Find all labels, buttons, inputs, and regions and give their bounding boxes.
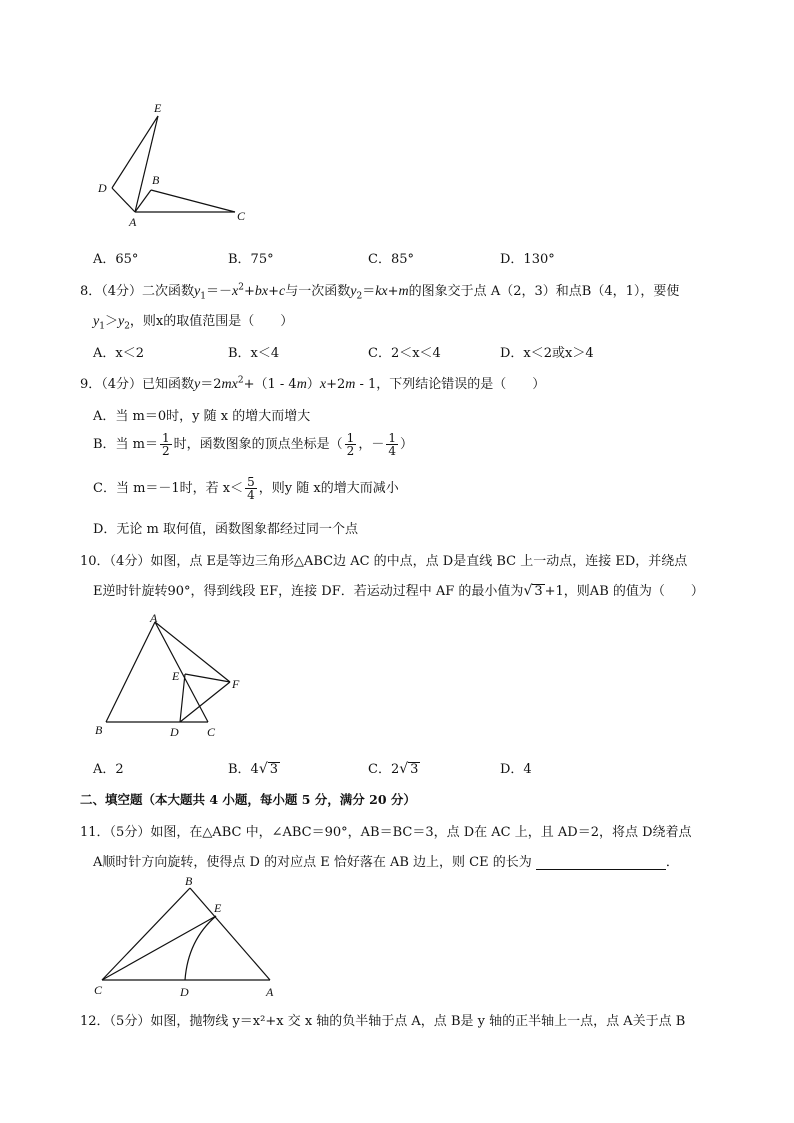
section-header-fill-in: 二、填空题（本大题共 4 小题，每小题 5 分，满分 20 分） bbox=[80, 792, 416, 807]
label-d: D bbox=[170, 725, 179, 739]
label-d: D bbox=[98, 181, 107, 195]
q8-option-b: B．x＜4 bbox=[228, 346, 280, 361]
q10-line1: 10．（4分）如图，点 E是等边三角形△ABC边 AC 的中点，点 D是直线 BC 上一动点，连接 ED，并绕点 bbox=[80, 554, 688, 569]
q7-option-b: B．75° bbox=[228, 252, 274, 267]
label-e: E bbox=[172, 669, 180, 683]
q8-option-c: C．2＜x＜4 bbox=[368, 346, 441, 361]
q9-option-d: D．无论 m 取何值，函数图象都经过同一个点 bbox=[93, 522, 359, 537]
q10-option-d: D．4 bbox=[500, 762, 532, 777]
q8-option-a: A．x＜2 bbox=[93, 346, 144, 361]
figure-q7 bbox=[90, 100, 260, 230]
q7-option-c: C．85° bbox=[368, 252, 414, 267]
label-c: C bbox=[94, 983, 103, 997]
q9-option-a: A．当 m＝0时，y 随 x 的增大而增大 bbox=[93, 409, 311, 424]
q11-line2: A顺时针方向旋转，使得点 D 的对应点 E 恰好落在 AB 边上，则 CE 的长为 ． bbox=[93, 855, 679, 870]
q11-line1: 11．（5分）如图，在△ABC 中，∠ABC＝90°，AB＝BC＝3，点 D在 AC 上，且 AD＝2，将点 D绕着点 bbox=[80, 825, 692, 840]
label-a: A bbox=[150, 612, 158, 625]
label-c: C bbox=[237, 209, 246, 223]
q10-option-b: B．4√ 3 bbox=[228, 761, 279, 777]
q10-option-a: A．2 bbox=[93, 762, 124, 777]
q10-option-c: C．2√ 3 bbox=[368, 761, 419, 777]
label-a: A bbox=[129, 215, 137, 229]
label-e: E bbox=[154, 101, 162, 115]
answer-blank[interactable] bbox=[536, 857, 666, 870]
q7-option-a: A．65° bbox=[93, 252, 139, 267]
label-e: E bbox=[214, 901, 222, 915]
label-c: C bbox=[207, 725, 216, 739]
q8-line2: $y_1>y_2$，则x的取值范围是（ ） bbox=[93, 314, 294, 332]
figure-q10 bbox=[90, 612, 260, 744]
q8-option-d: D．x＜2或x＞4 bbox=[500, 346, 594, 361]
label-d: D bbox=[180, 985, 189, 999]
q9-option-b: B．当 m＝ $\frac{1}{2}$ 时，函数图象的顶点坐标是（ $\frac{1}{2}$ ，－ $\frac{1}{4}$ ） bbox=[93, 431, 413, 458]
label-f: F bbox=[232, 677, 240, 691]
label-a: A bbox=[266, 985, 274, 999]
label-b: B bbox=[95, 723, 103, 737]
q8-line1: 8．（4分）二次函数$y_1=-x^2+bx+c$与一次函数$y_2=kx+m$的图象交于点 A（2，3）和点B（4，1），要使 bbox=[80, 282, 680, 302]
q7-option-d: D．130° bbox=[500, 252, 555, 267]
figure-q11 bbox=[88, 872, 288, 1000]
q10-line2: E逆时针旋转90°，得到线段 EF，连接 DF．若运动过程中 AF 的最小值为√ 3 +1，则AB 的值为（ ） bbox=[93, 583, 704, 599]
label-b: B bbox=[152, 173, 160, 187]
q9-option-c: C．当 m＝－1时，若 x＜ $\frac{5}{4}$ ，则y 随 x的增大而减小 bbox=[93, 475, 399, 502]
q12-line1: 12．（5分）如图，抛物线 y＝x²+x 交 x 轴的负半轴于点 A，点 B是 y 轴的正半轴上一点，点 A关于点 B bbox=[80, 1014, 686, 1029]
q9-stem: 9．（4分）已知函数$y=2mx^2+(1 - 4m)x+2m - 1$，下列结论错误的是（ ） bbox=[80, 375, 546, 392]
label-b: B bbox=[185, 874, 193, 888]
